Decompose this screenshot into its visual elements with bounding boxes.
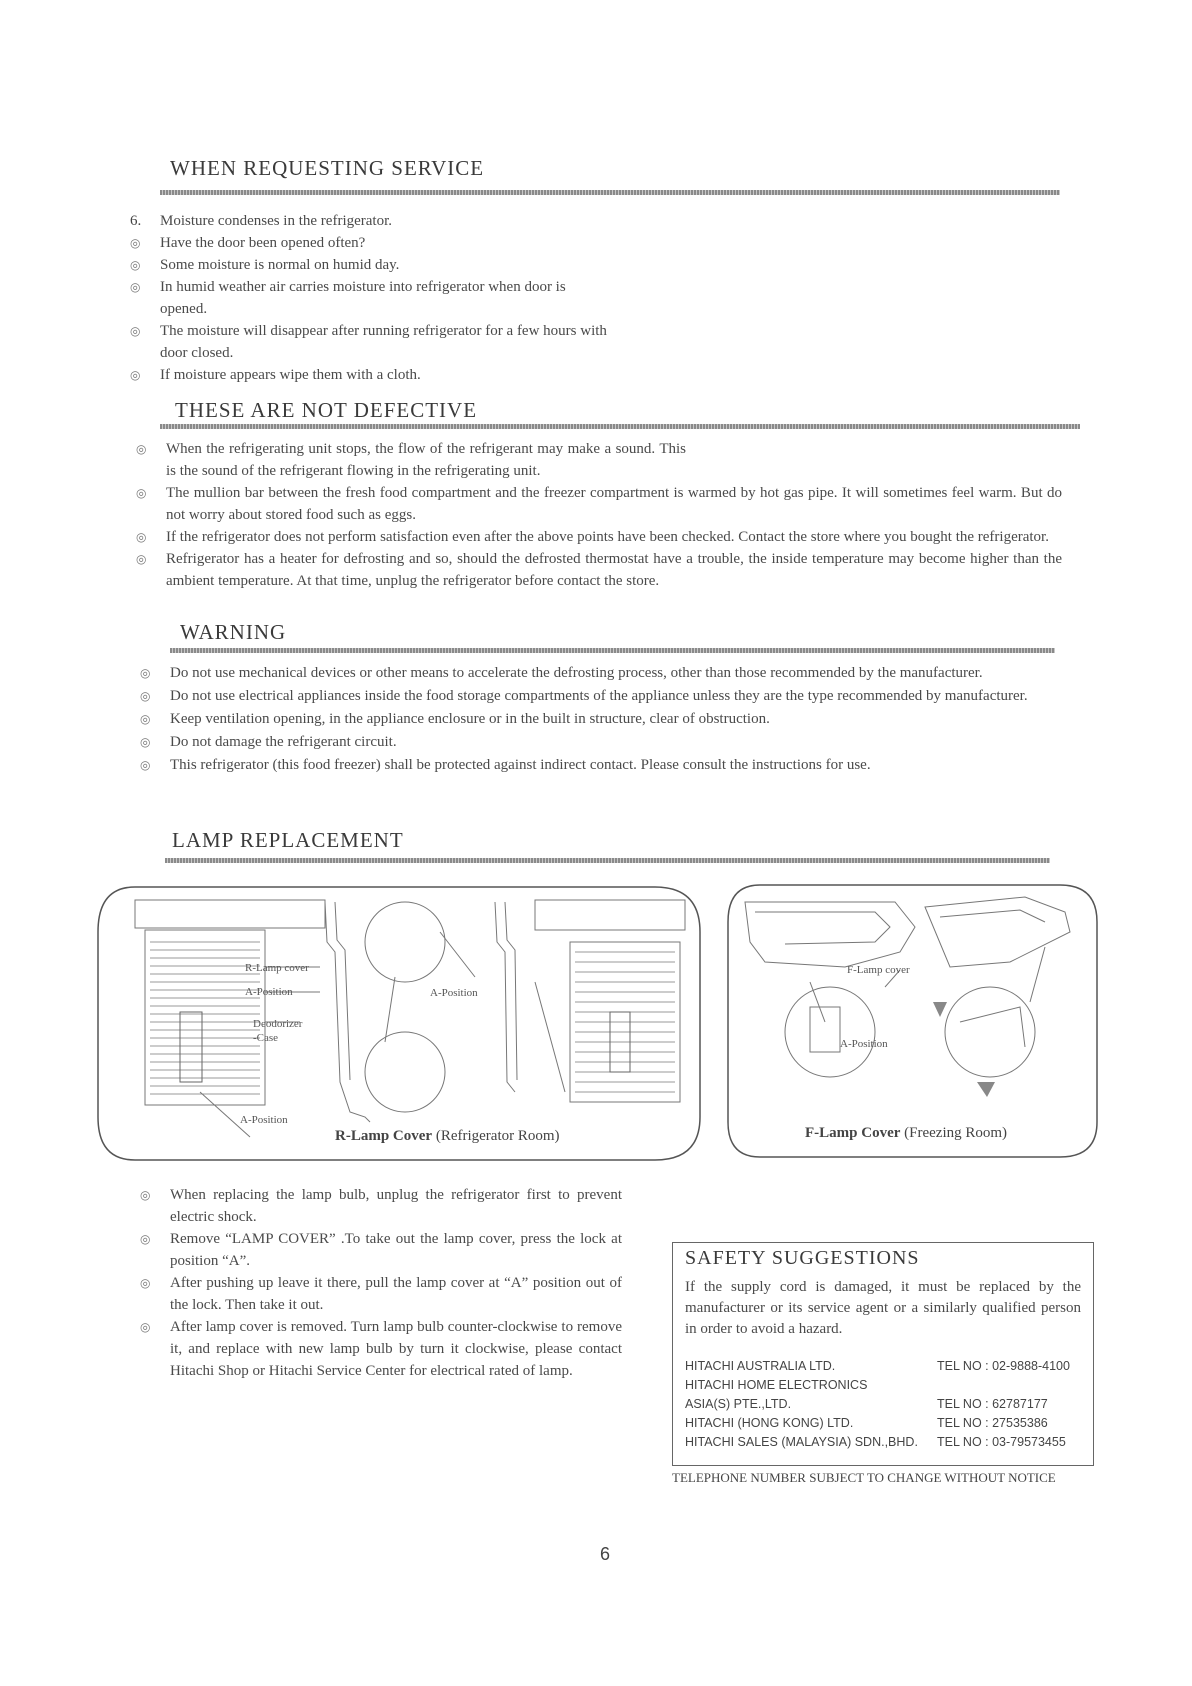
contact-row: HITACHI SALES (MALAYSIA) SDN.,BHD. TEL NO : 03-79573455: [685, 1435, 1066, 1449]
bullet-icon: ◎: [140, 735, 151, 749]
service-item: ◎ In humid weather air carries moisture into refrigerator when door is opened.: [130, 276, 610, 320]
lamp-heading: LAMP REPLACEMENT: [172, 828, 404, 852]
a-position-label: A-Position: [240, 1114, 288, 1126]
a-position-label: A-Position: [245, 986, 293, 998]
not-defective-item: ◎ If the refrigerator does not perform satisfaction even after the above points have been checked. Contact the store where you bought the refrigerator.: [136, 526, 1062, 548]
lamp-list: [140, 1184, 622, 1382]
warning-item: ◎ This refrigerator (this food freezer) shall be protected against indirect contact. Please consult the instructions for use.: [140, 754, 1060, 777]
bullet-icon: ◎: [140, 689, 151, 703]
bullet-icon: ◎: [136, 442, 147, 456]
f-lamp-cover-label: F-Lamp cover: [847, 964, 910, 976]
not-defective-heading: THESE ARE NOT DEFECTIVE: [175, 398, 478, 422]
bullet-icon: ◎: [140, 666, 151, 680]
not-defective-item: ◎ The mullion bar between the fresh food compartment and the freezer compartment is warmed by hot gas pipe. It will sometimes feel warm. But do not worry about stored food such as eggs.: [136, 482, 1062, 526]
bullet-icon: ◎: [130, 236, 141, 250]
warning-heading: WARNING: [180, 620, 287, 644]
warning-section: [140, 662, 1060, 777]
not-defective-rule: [160, 424, 1080, 429]
bullet-icon: ◎: [140, 1276, 151, 1290]
bullet-icon: ◎: [136, 552, 147, 566]
contact-row: HITACHI AUSTRALIA LTD. TEL NO : 02-9888-4100: [685, 1359, 1070, 1373]
r-lamp-caption: R-Lamp Cover (Refrigerator Room): [335, 1128, 560, 1144]
f-lamp-caption: F-Lamp Cover (Freezing Room): [805, 1125, 1008, 1141]
bullet-icon: ◎: [130, 258, 141, 272]
safety-text: If the supply cord is damaged, it must be replaced by the manufacturer or its service agent or a similarly qualified person in order to avoid a hazard.: [685, 1279, 1081, 1337]
service-rule: [160, 190, 1060, 195]
a-position-label: A-Position: [840, 1038, 888, 1050]
not-defective-item: ◎ Refrigerator has a heater for defrosting and so, should the defrosted thermostat have a trouble, the inside temperature may become higher than the ambient temperature. At that time, unplug the refrigerator before contact the store.: [136, 548, 1062, 592]
service-number: 6.: [130, 213, 142, 229]
lamp-section: [140, 1184, 622, 1382]
lamp-item: ◎ After lamp cover is removed. Turn lamp bulb counter-clockwise to remove it, and replace with new lamp bulb by turn it clockwise, please contact Hitachi Shop or Hitachi Service Center for electrical rated of lamp.: [140, 1316, 622, 1382]
bullet-icon: ◎: [130, 324, 141, 338]
bullet-icon: ◎: [130, 280, 141, 294]
service-item: ◎ Some moisture is normal on humid day.: [130, 254, 690, 276]
service-lead: 6. Moisture condenses in the refrigerator.: [130, 210, 690, 232]
r-lamp-cover-label: R-Lamp cover: [245, 962, 309, 974]
bullet-icon: ◎: [140, 1232, 151, 1246]
warning-item: ◎ Do not use electrical appliances inside the food storage compartments of the appliance unless they are the type recommended by manufacturer.: [140, 685, 1060, 708]
f-lamp-figure: [725, 882, 1100, 1160]
f-lamp-diagram: [725, 882, 1100, 1160]
contact-row: HITACHI (HONG KONG) LTD. TEL NO : 27535386: [685, 1416, 1048, 1430]
bullet-icon: ◎: [130, 368, 141, 382]
r-lamp-diagram: [95, 882, 705, 1165]
service-list: [130, 210, 690, 386]
service-item: ◎ Have the door been opened often?: [130, 232, 690, 254]
r-lamp-figure: [95, 882, 705, 1165]
warning-item: ◎ Do not use mechanical devices or other means to accelerate the defrosting process, other than those recommended by the manufacturer.: [140, 662, 1060, 685]
service-item: ◎ If moisture appears wipe them with a cloth.: [130, 364, 690, 386]
lamp-item: ◎ After pushing up leave it there, pull the lamp cover at “A” position out of the lock. Then take it out.: [140, 1272, 622, 1316]
deodorizer-label: Deodorizer: [253, 1018, 303, 1030]
bullet-icon: ◎: [140, 1188, 151, 1202]
deodorizer-case-label: -Case: [253, 1032, 279, 1044]
bullet-icon: ◎: [140, 758, 151, 772]
lamp-item: ◎ When replacing the lamp bulb, unplug the refrigerator first to prevent electric shock.: [140, 1184, 622, 1228]
safety-box: [672, 1242, 1094, 1466]
warning-item: ◎ Keep ventilation opening, in the appliance enclosure or in the built in structure, clear of obstruction.: [140, 708, 1060, 731]
not-defective-section: [136, 438, 1062, 592]
bullet-icon: ◎: [136, 530, 147, 544]
bullet-icon: ◎: [136, 486, 147, 500]
service-heading: WHEN REQUESTING SERVICE: [170, 156, 485, 180]
safety-footer: TELEPHONE NUMBER SUBJECT TO CHANGE WITHOUT NOTICE: [672, 1470, 1056, 1485]
service-item: ◎ The moisture will disappear after running refrigerator for a few hours with door closed.: [130, 320, 610, 364]
page-number: 6: [600, 1544, 611, 1564]
not-defective-list: [136, 438, 1062, 592]
lamp-item: ◎ Remove “LAMP COVER” .To take out the lamp cover, press the lock at position “A”.: [140, 1228, 622, 1272]
warning-rule: [170, 648, 1055, 653]
bullet-icon: ◎: [140, 1320, 151, 1334]
contact-list: [685, 1357, 1089, 1452]
warning-item: ◎ Do not damage the refrigerant circuit.: [140, 731, 1060, 754]
contact-row: HITACHI HOME ELECTRONICS: [685, 1378, 868, 1392]
a-position-label: A-Position: [430, 987, 478, 999]
safety-title: SAFETY SUGGESTIONS: [685, 1247, 920, 1269]
not-defective-item: ◎ When the refrigerating unit stops, the flow of the refrigerant may make a sound. This is the sound of the refrigerant flowing in the refrigerating unit.: [136, 438, 686, 482]
contact-row: ASIA(S) PTE.,LTD. TEL NO : 62787177: [685, 1397, 1048, 1411]
service-section: [130, 210, 690, 386]
bullet-icon: ◎: [140, 712, 151, 726]
warning-list: [140, 662, 1060, 777]
lamp-rule: [165, 858, 1050, 863]
